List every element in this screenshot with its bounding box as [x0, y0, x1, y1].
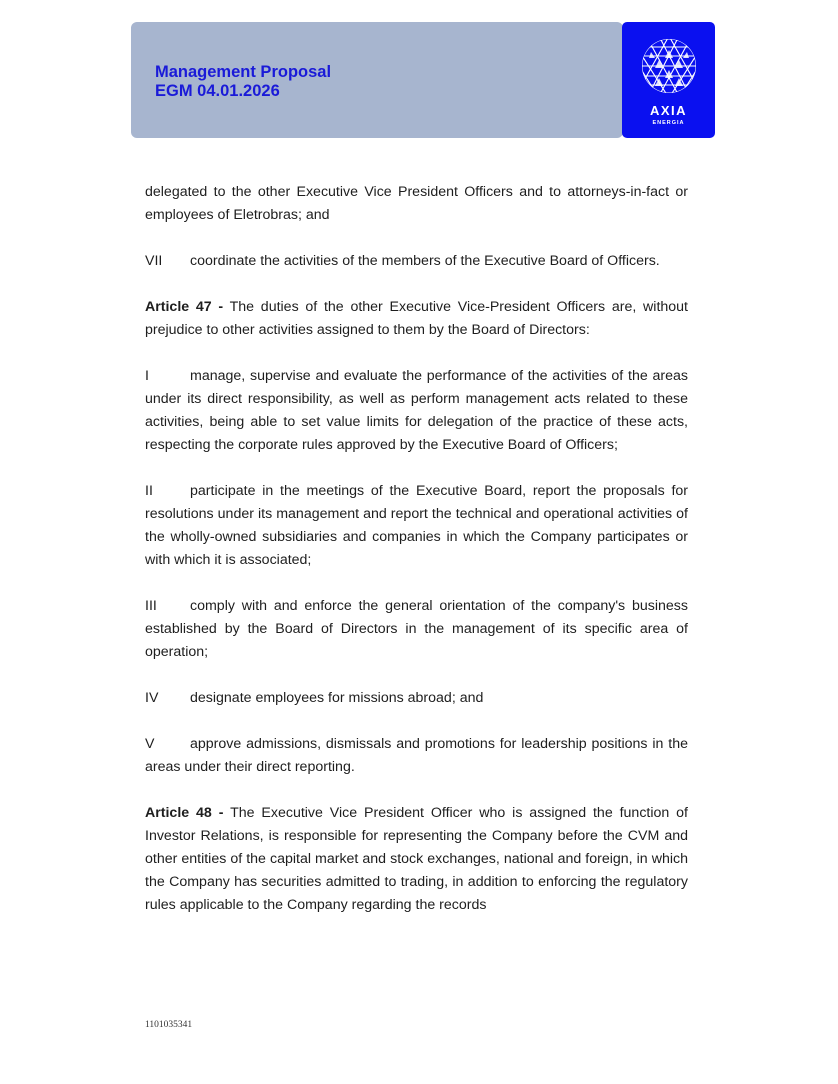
- item-text: comply with and enforce the general orientation of the company's business established by the Board of Directors in the management of its specific area of operation;: [145, 598, 688, 660]
- document-body: [145, 181, 688, 940]
- header-title-line1: Management Proposal: [155, 63, 332, 81]
- item-text: approve admissions, dismissals and promotions for leadership positions in the areas under their direct reporting.: [145, 736, 688, 775]
- paragraph-continuation: [145, 181, 688, 227]
- item-V: [145, 733, 688, 779]
- company-logo: [622, 22, 715, 138]
- logo-subtitle: ENERGIA: [652, 120, 685, 126]
- item-text: manage, supervise and evaluate the performance of the activities of the areas under its direct responsibility, as well as perform management acts related to these activities, being able to set value limits for delegation of the practice of these acts, respecting the corporate rules approved by the Executive Board of Officers;: [145, 368, 688, 453]
- item-number: II: [145, 483, 153, 499]
- header-title-line2: EGM 04.01.2026: [155, 82, 280, 100]
- item-number: VII: [145, 253, 163, 269]
- header-band: [131, 22, 623, 138]
- item-number: III: [145, 598, 157, 614]
- article-text: The Executive Vice President Officer who is assigned the function of Investor Relations, is responsible for representing the Company before the CVM and other entities of the capital market and stock exchanges, national and foreign, in which the Company has securities admitted to trading, in addition to enforcing the regulatory rules applicable to the Company regarding the records: [145, 805, 689, 913]
- item-number: IV: [145, 690, 159, 706]
- item-number: I: [145, 368, 149, 384]
- article-47: [145, 296, 688, 342]
- document-id: 1101035341: [145, 1020, 193, 1030]
- item-III: [145, 595, 688, 664]
- item-VII: [145, 250, 688, 273]
- item-I: [145, 365, 688, 457]
- article-heading: Article 47 -: [145, 299, 224, 315]
- item-IV: [145, 687, 688, 710]
- article-heading: Article 48 -: [145, 805, 224, 821]
- article-text: The duties of the other Executive Vice-President Officers are, without prejudice to other activities assigned to them by the Board of Directors:: [145, 299, 688, 338]
- item-II: [145, 480, 688, 572]
- logo-name: AXIA: [649, 103, 688, 118]
- item-number: V: [145, 736, 155, 752]
- item-text: coordinate the activities of the members of the Executive Board of Officers.: [190, 253, 660, 269]
- item-text: participate in the meetings of the Executive Board, report the proposals for resolutions under its management and report the technical and operational activities of the wholly-owned subsidiaries and companies in which the Company participates or with which it is associated;: [145, 483, 688, 568]
- header-title: [155, 63, 331, 101]
- item-text: designate employees for missions abroad; and: [190, 690, 484, 706]
- paragraph-text: delegated to the other Executive Vice President Officers and to attorneys-in-fact or employees of Eletrobras; and: [145, 184, 688, 223]
- geodesic-globe-icon: [639, 36, 699, 96]
- article-48: [145, 802, 688, 917]
